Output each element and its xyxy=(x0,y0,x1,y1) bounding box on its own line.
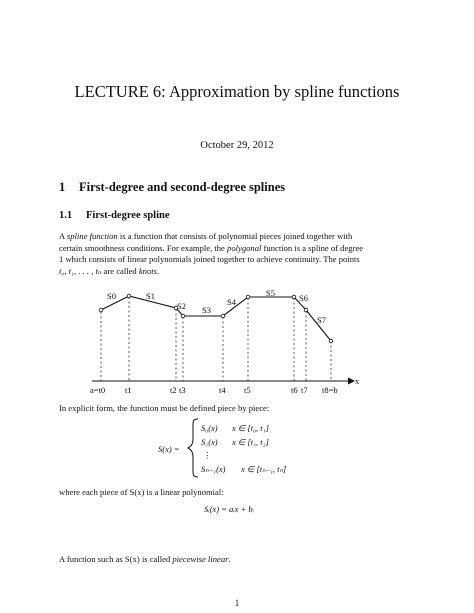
section-title: First-degree and second-degree splines xyxy=(79,180,286,194)
text-run: . xyxy=(228,554,231,564)
piece-cond-0: x ∈ [t₀, t₁] xyxy=(232,423,269,433)
knot-label-t1: t1 xyxy=(125,385,132,395)
text-run: function is a spline of degree xyxy=(261,242,364,253)
segment-label-s1: S1 xyxy=(146,291,155,301)
x-axis-label: x xyxy=(355,376,360,386)
document-date: October 29, 2012 xyxy=(200,140,274,151)
subsection-number: 1.1 xyxy=(59,210,73,221)
linear-polynomial-text: where each piece of S(x) is a linear polynomial: xyxy=(59,487,224,497)
knot-label-t8: t8=b xyxy=(322,385,338,395)
text-run: A xyxy=(59,231,67,241)
segment-label-s0: S0 xyxy=(107,291,116,301)
section-number: 1 xyxy=(59,180,66,194)
knot-label-t2: t2 xyxy=(170,385,177,395)
piecewise-lhs: S(x) = xyxy=(158,444,180,454)
text-run: . xyxy=(157,265,160,276)
page-number: 1 xyxy=(234,598,240,608)
knot-label-t0: a=t0 xyxy=(90,385,106,395)
knot-label-t4: t4 xyxy=(219,385,226,395)
page-title: LECTURE 6: Approximation by spline functions xyxy=(74,82,400,101)
term-polygonal: polygonal xyxy=(227,242,262,253)
explicit-form-text: In explicit form, the function must be defined piece by piece: xyxy=(59,403,270,413)
knot-label-t3: t3 xyxy=(179,385,186,395)
knot-label-t7: t7 xyxy=(301,385,308,395)
piece-func-1: S₁(x) xyxy=(201,437,218,447)
segment-label-s6: S6 xyxy=(299,293,308,303)
text-run: certain smoothness conditions. For example, the xyxy=(59,242,228,253)
closing-sentence xyxy=(59,554,231,564)
piece-cond-n: x ∈ [tₙ₋₁, tₙ] xyxy=(241,464,287,474)
linear-polynomial-equation: Sᵢ(x) = aᵢx + bᵢ xyxy=(204,504,254,514)
segment-label-s5: S5 xyxy=(266,288,275,298)
text-run: are called xyxy=(101,265,139,276)
term-spline-function: spline function xyxy=(66,231,118,241)
segment-label-s4: S4 xyxy=(227,297,236,307)
piecewise-brace xyxy=(188,419,198,477)
knot-label-t5: t5 xyxy=(244,385,251,395)
knot-label-t6: t6 xyxy=(291,385,298,395)
piece-cond-1: x ∈ [t₁, t₂] xyxy=(232,437,269,447)
knots-math: t₀, t₁, . . . , tₙ xyxy=(59,265,102,276)
segment-label-s2: S2 xyxy=(177,301,186,311)
piece-vdots: ⋮ xyxy=(203,450,212,460)
intro-line-3: 1 which consists of linear polynomials joined together to achieve continuity. The points xyxy=(59,254,360,265)
piece-func-n: Sₙ₋₁(x) xyxy=(201,464,226,474)
text-run: is a function that consists of polynomial pieces joined together with xyxy=(117,231,353,241)
text-run: A function such as S(x) is called xyxy=(59,554,173,564)
term-knots: knots xyxy=(138,265,157,276)
segment-label-s7: S7 xyxy=(317,315,326,325)
piece-func-0: S₀(x) xyxy=(201,423,218,433)
segment-label-s3: S3 xyxy=(202,305,211,315)
term-piecewise-linear: piecewise linear xyxy=(172,554,229,564)
subsection-title: First-degree spline xyxy=(86,210,170,221)
